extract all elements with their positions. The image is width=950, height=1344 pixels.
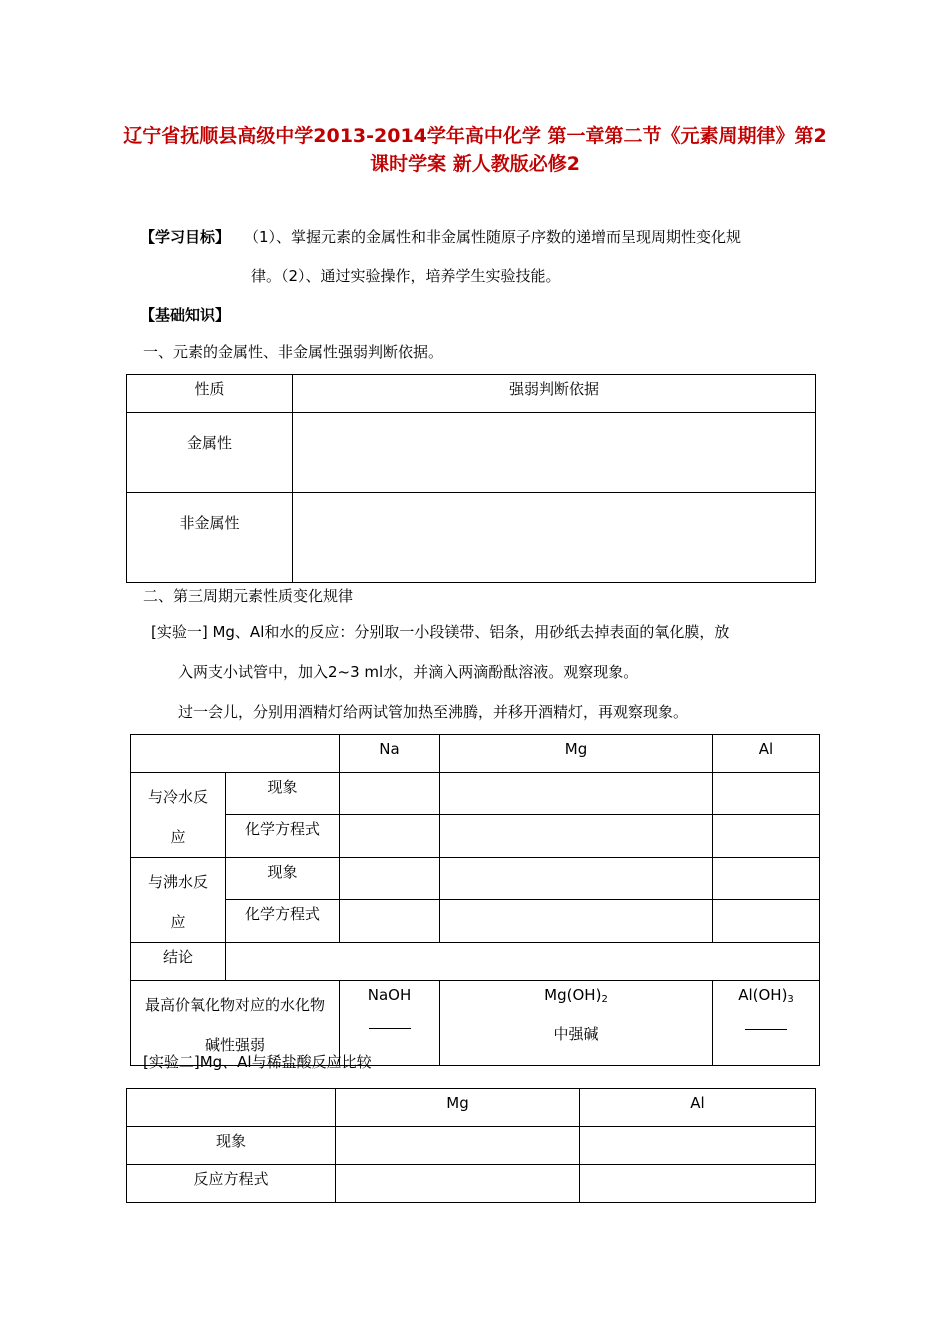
table-row-label: 现象 <box>226 773 340 815</box>
table-row-label: 现象 <box>127 1127 336 1165</box>
table-row-label: 化学方程式 <box>226 814 340 857</box>
aloh-cell: $Al(OH)_3$ <box>713 981 820 1066</box>
experiment1-line-3: 过一会儿，分别用酒精灯给两试管加热至沸腾，并移开酒精灯，再观察现象。 <box>178 703 689 721</box>
answer-blank[interactable] <box>369 1027 411 1029</box>
answer-cell[interactable] <box>440 773 713 815</box>
answer-cell[interactable] <box>293 413 816 493</box>
answer-cell[interactable] <box>336 1165 580 1203</box>
table-row-label: 金属性 <box>127 413 293 493</box>
basics-label: 【基础知识】 <box>140 306 231 324</box>
answer-cell[interactable] <box>340 773 440 815</box>
answer-cell[interactable] <box>580 1127 816 1165</box>
table-row-label: 现象 <box>226 858 340 900</box>
answer-cell[interactable] <box>580 1165 816 1203</box>
section2-heading: 二、第三周期元素性质变化规律 <box>143 587 354 605</box>
table-header-cell: Al <box>713 735 820 773</box>
answer-cell[interactable] <box>713 899 820 942</box>
mgoh-cell: $Mg(OH)_2$ 中强碱 <box>440 981 713 1066</box>
section1-heading: 一、元素的金属性、非金属性强弱判断依据。 <box>143 343 444 361</box>
answer-cell[interactable] <box>440 899 713 942</box>
water-reaction-table <box>130 734 820 1066</box>
objectives-label: 【学习目标】 <box>140 228 231 246</box>
answer-cell[interactable] <box>440 858 713 900</box>
answer-cell[interactable] <box>293 493 816 583</box>
answer-cell[interactable] <box>713 858 820 900</box>
naoh-cell: NaOH <box>340 981 440 1066</box>
acid-reaction-table <box>126 1088 816 1203</box>
answer-cell[interactable] <box>440 814 713 857</box>
table-row-label: 与冷水反应 <box>131 773 226 858</box>
experiment2-heading: [实验二]Mg、Al与稀盐酸反应比较 <box>143 1053 372 1071</box>
table-header-cell: Al <box>580 1089 816 1127</box>
objectives-line-1: （1）、掌握元素的金属性和非金属性随原子序数的递增而呈现周期性变化规 <box>244 228 742 246</box>
answer-cell[interactable] <box>340 814 440 857</box>
table-row-label: 最高价氧化物对应的水化物碱性强弱 <box>131 981 340 1066</box>
experiment1-line-2: 入两支小试管中，加入2~3 ml水，并滴入两滴酚酞溶液。观察现象。 <box>178 663 639 681</box>
answer-cell[interactable] <box>340 858 440 900</box>
table-header-cell: Mg <box>336 1089 580 1127</box>
criteria-table <box>126 374 816 583</box>
answer-blank[interactable] <box>745 1028 787 1030</box>
table-header-cell: Na <box>340 735 440 773</box>
table-row-label: 结论 <box>131 943 226 981</box>
table-row-label: 反应方程式 <box>127 1165 336 1203</box>
experiment1-line-1: [实验一] Mg、Al和水的反应：分别取一小段镁带、铝条，用砂纸去掉表面的氧化膜，放 <box>151 623 730 641</box>
answer-cell[interactable] <box>713 773 820 815</box>
answer-cell[interactable] <box>340 899 440 942</box>
answer-cell[interactable] <box>713 814 820 857</box>
table-header-cell: 强弱判断依据 <box>293 375 816 413</box>
objectives-line-2: 律。（2）、通过实验操作，培养学生实验技能。 <box>251 267 561 285</box>
table-row-label: 化学方程式 <box>226 899 340 942</box>
table-header-cell: 性质 <box>127 375 293 413</box>
answer-cell[interactable] <box>226 943 820 981</box>
answer-cell[interactable] <box>336 1127 580 1165</box>
table-row-label: 非金属性 <box>127 493 293 583</box>
table-header-cell: Mg <box>440 735 713 773</box>
table-row-label: 与沸水反应 <box>131 858 226 943</box>
page-title: 辽宁省抚顺县高级中学2013-2014学年高中化学 第一章第二节《元素周期律》第2课时学案 新人教版必修2 <box>123 125 827 175</box>
